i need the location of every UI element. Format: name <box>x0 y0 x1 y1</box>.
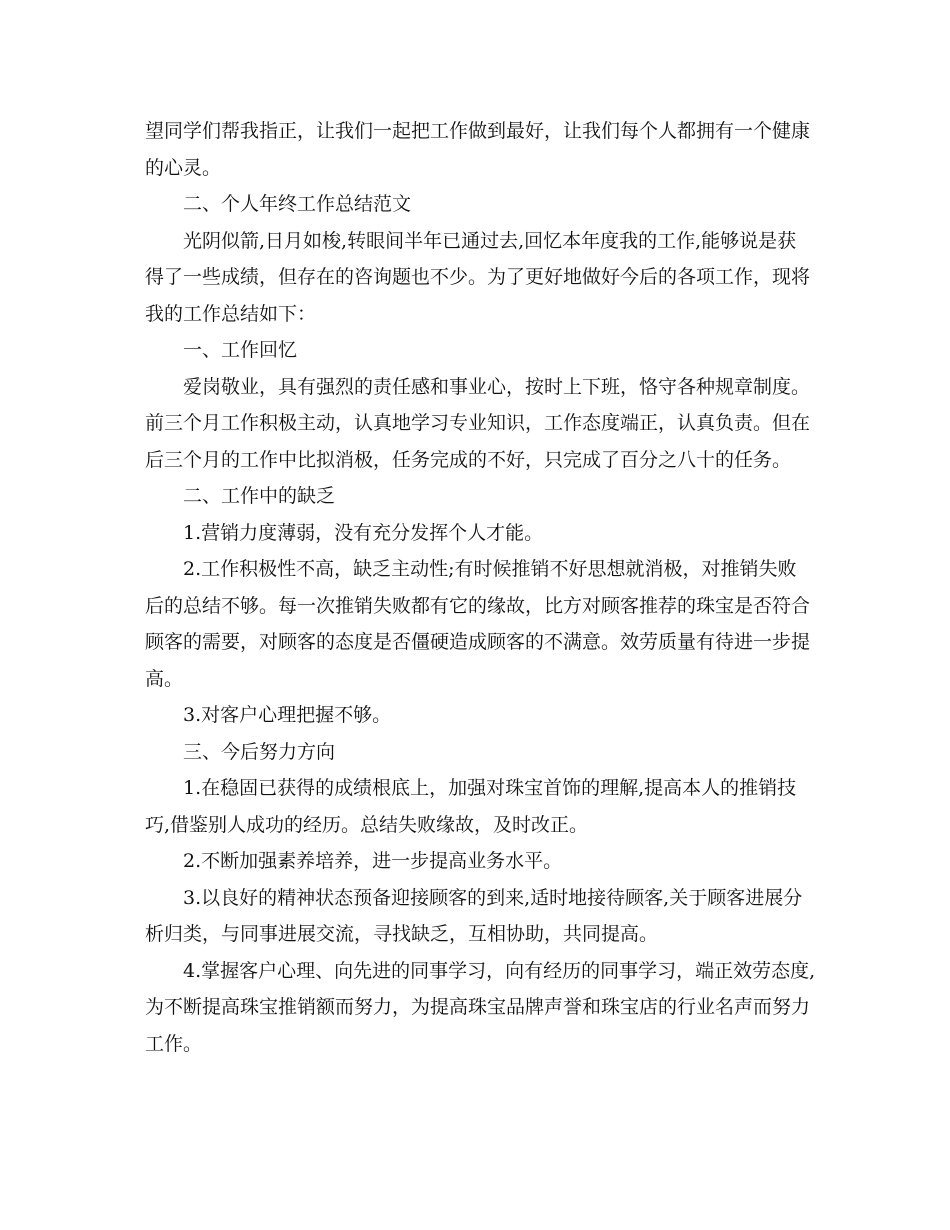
section-heading: 一、工作回忆 <box>183 339 298 361</box>
text-line: 巧,借鉴别人成功的经历。总结失败缘故，及时改正。 <box>145 813 589 836</box>
section-heading: 二、工作中的缺乏 <box>183 485 336 507</box>
text-line: 爱岗敬业，具有强烈的责任感和事业心，按时上下班，恪守各种规章制度。 <box>183 375 811 398</box>
list-item: 1.在稳固已获得的成绩根底上，加强对珠宝首饰的理解,提高本人的推销技 <box>183 777 797 799</box>
list-item: 2.不断加强素养培养，进一步提高业务水平。 <box>183 850 563 872</box>
list-item: 4.掌握客户心理、向先进的同事学习，向有经历的同事学习，端正效劳态度, <box>183 959 816 982</box>
text-line: 光阴似箭,日月如梭,转眼间半年已通过去,回忆本年度我的工作,能够说是获 <box>183 229 797 252</box>
document-body <box>145 113 815 1062</box>
text-line: 得了一些成绩，但存在的咨询题也不少。为了更好地做好今后的各项工作，现将 <box>145 266 811 288</box>
text-line: 前三个月工作积极主动，认真地学习专业知识，工作态度端正，认真负责。但在 <box>145 412 811 434</box>
text-line: 析归类，与同事进展交流，寻找缺乏，互相协助，共同提高。 <box>145 923 659 945</box>
list-item: 2.工作积极性不高，缺乏主动性;有时候推销不好思想就消极，对推销失败 <box>183 558 797 580</box>
text-line: 望同学们帮我指正，让我们一起把工作做到最好，让我们每个人都拥有一个健康 <box>145 120 811 142</box>
text-line: 顾客的需要，对顾客的态度是否僵硬造成顾客的不满意。效劳质量有待进一步提 <box>145 631 811 653</box>
text-line: 后的总结不够。每一次推销失败都有它的缘故，比方对顾客推荐的珠宝是否符合 <box>145 594 811 617</box>
text-line: 我的工作总结如下： <box>145 302 317 325</box>
text-line: 后三个月的工作中比拟消极，任务完成的不好，只完成了百分之八十的任务。 <box>145 448 792 471</box>
text-line: 高。 <box>145 667 184 690</box>
list-item: 3.以良好的精神状态预备迎接顾客的到来,适时地接待顾客,关于顾客进展分 <box>183 886 803 909</box>
text-line: 的心灵。 <box>145 156 222 179</box>
text-line: 为不断提高珠宝推销额而努力，为提高珠宝品牌声誉和珠宝店的行业名声而努力 <box>145 996 811 1018</box>
text-line: 工作。 <box>145 1032 203 1055</box>
section-heading: 二、个人年终工作总结范文 <box>183 193 412 215</box>
section-heading: 三、今后努力方向 <box>183 740 336 763</box>
list-item: 1.营销力度薄弱，没有充分发挥个人才能。 <box>183 521 544 544</box>
list-item: 3.对客户心理把握不够。 <box>183 704 392 726</box>
